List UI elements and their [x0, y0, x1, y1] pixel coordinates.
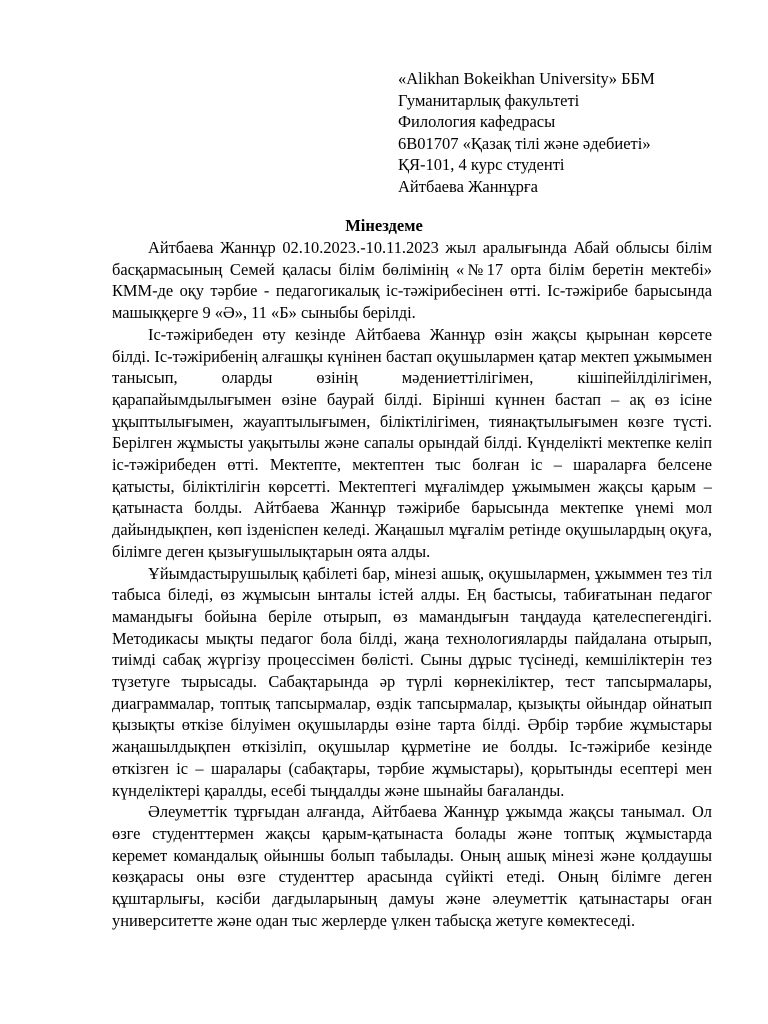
paragraph-performance: Іс-тәжірибеден өту кезінде Айтбаева Жаннұр өзін жақсы қырынан көрсете білді. Іс-тәжірибенің алғашқы күнінен бастап оқушылармен қатар мектеп ұжымымен танысып, оларды өзінің мәдениеттілігімен, кішіпейілділігімен, қарапайымдылығымен өзіне баурай білді. Бірінші күннен бастап – ақ өз ісіне ұқыптылығымен, жауаптылығымен, біліктілігімен, тиянақтылығымен көзге түсті. Берілген жұмысты уақытылы және сапалы орындай білді. Күнделікті мектепке келіп іс-тәжірибеден өтті. Мектепте, мектептен тыс болған іс – шараларға белсене қатысты, біліктілігін көрсетті. Мектептегі мұғалімдер ұжымымен жақсы қарым – қатынаста болды. Айтбаева Жаннұр тәжірибе барысында мектепке үнемі мол дайындықпен, көп ізденіспен келеді. Жаңашыл мұғалім ретінде оқушылардың оқуға, білімге деген қызығушылықтарын оята алды. — [112, 324, 712, 561]
paragraph-internship-period: Айтбаева Жаннұр 02.10.2023.-10.11.2023 жыл аралығында Абай облысы білім басқармасының Семей қаласы білім бөлімінің «№17 орта білім беретін мектебі» КММ-де оқу тәрбие - педагогикалық іс-тәжірибесінен өтті. Іс-тәжірибе барысында машыққерге 9 «Ә», 11 «Б» сыныбы берілді. — [112, 238, 712, 323]
paragraph-social: Әлеуметтік тұрғыдан алғанда, Айтбаева Жаннұр ұжымда жақсы танымал. Ол өзге студенттермен жақсы қарым-қатынаста болады және топтық жұмыстарда керемет командалық ойыншы болып табылады. Оның ашық мінезі және қолдаушы көзқарасы оны өзге студенттер арасында сүйікті етеді. Оның білімге деген құштарлығы, кәсіби дағдыларының дамуы және әлеуметтік қатынастары оған университетте және одан тыс жерлерде үлкен табысқа жетуге көмектеседі. — [112, 802, 712, 930]
document-title: Мінездеме — [345, 216, 423, 235]
header-program-line: 6В01707 «Қазақ тілі және әдебиеті» — [398, 133, 651, 153]
header-faculty-line: Гуманитарлық факультеті — [398, 90, 580, 110]
header-department-line: Филология кафедрасы — [398, 112, 556, 132]
header-student-name-line: Айтбаева Жаннұрға — [398, 176, 538, 196]
recipient-header — [398, 68, 738, 198]
paragraph-skills: Ұйымдастырушылық қабілеті бар, мінезі ашық, оқушылармен, ұжыммен тез тіл табыса біледі, өз жұмысын ынталы істей алды. Ең бастысы, табиғатынан педагог мамандығы бойына беріле отырып, өз мамандығын таңдауда қателеспегендігі. Методикасы мықты педагог бола білді, жаңа технологияларды пайдалана отырып, тиімді сабақ жүргізу процессімен бөлісті. Сыны дұрыс түсінеді, кемшіліктерін тез түзетуге тырысады. Сабақтарында әр түрлі көрнекіліктер, тест тапсырмалары, диаграммалар, топтық тапсырмалар, өздік тапсырмалар, қызықты ойындар ойнатып қызықты өткізе білуімен оқушыларды өзіне тарта білді. Әрбір тәрбие жұмыстары жаңашылдықпен өткізіліп, оқушылар құрметіне ие болды. Іс-тәжірибе кезінде өткізген іс – шаралары (сабақтары, тәрбие жұмыстары), қорытынды есептері мен күнделіктері қаралды, есебі тыңдалды және шынайы бағаланды. — [112, 563, 712, 800]
header-group-line: ҚЯ-101, 4 курс студенті — [398, 155, 565, 175]
header-university-line: «Alikhan Bokeikhan University» ББМ — [398, 69, 655, 88]
document-body — [112, 237, 712, 932]
